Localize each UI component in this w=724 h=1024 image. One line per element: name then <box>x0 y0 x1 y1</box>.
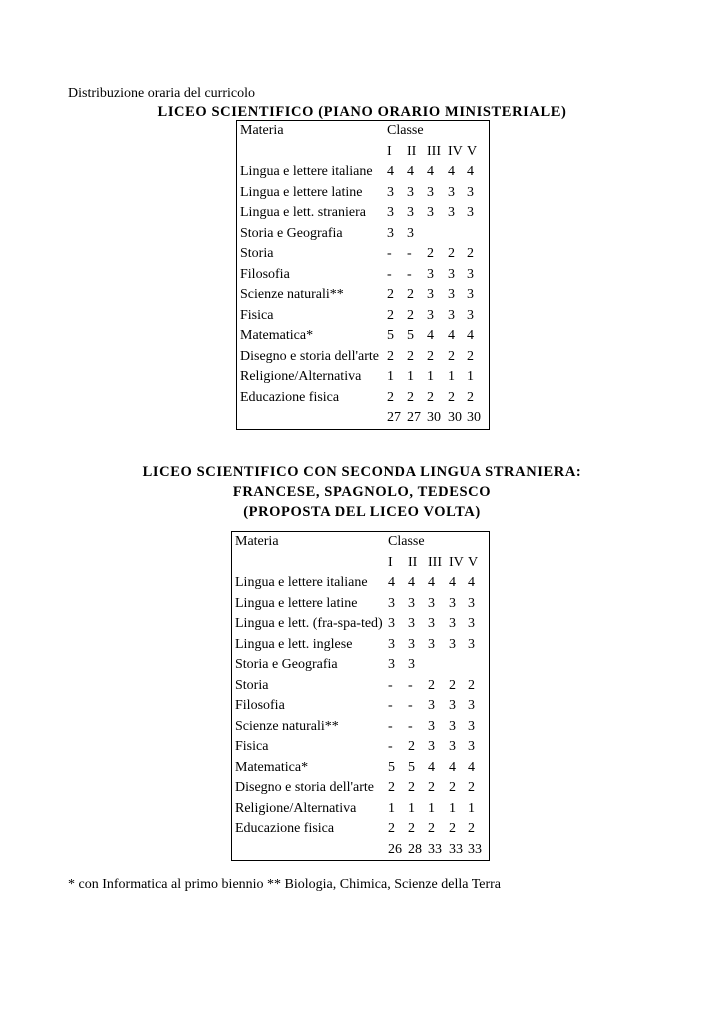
header-row <box>232 532 489 553</box>
hours-cell: - <box>388 677 393 693</box>
hours-cell: 3 <box>467 307 474 323</box>
table-row <box>237 183 489 204</box>
hours-cell: 4 <box>448 328 455 343</box>
hours-cell: 3 <box>468 718 475 734</box>
hours-cells <box>387 224 487 245</box>
hours-cell <box>449 655 468 676</box>
hours-cell: 3 <box>468 739 475 754</box>
empty-cell <box>237 142 387 163</box>
hours-cell: 3 <box>428 616 435 631</box>
hours-cells <box>387 162 487 183</box>
table-row <box>232 758 489 779</box>
class-numeral: II <box>408 554 418 570</box>
class-numerals-row <box>237 142 489 163</box>
table-row <box>232 778 489 799</box>
hours-cell: 2 <box>408 780 415 795</box>
subject-name: Educazione fisica <box>235 821 335 836</box>
hours-cell: 2 <box>468 821 475 836</box>
table-row <box>237 347 489 368</box>
subject-name: Educazione fisica <box>240 389 340 405</box>
table-row <box>237 203 489 224</box>
table-row <box>232 676 489 697</box>
table-row <box>232 737 489 758</box>
hours-cell: 2 <box>387 348 394 364</box>
hours-cell: 2 <box>428 821 435 836</box>
hours-cell: 4 <box>427 164 434 179</box>
hours-cell: 2 <box>407 348 414 364</box>
hours-cells <box>388 573 488 594</box>
hours-cell: 2 <box>468 780 475 795</box>
header-row <box>237 121 489 142</box>
column-header-classe: Classe <box>388 534 425 549</box>
hours-cell <box>448 224 467 245</box>
class-numeral: IV <box>449 554 464 570</box>
hours-cells <box>387 326 487 347</box>
subject-name: Storia <box>240 246 274 261</box>
total-cell: 33 <box>449 841 463 857</box>
subject-name: Lingua e lettere italiane <box>240 164 373 179</box>
totals-cells <box>388 840 488 861</box>
hours-cell: 3 <box>448 287 455 302</box>
hours-cells <box>388 758 488 779</box>
hours-cell: 3 <box>449 698 456 713</box>
hours-cell: 3 <box>449 718 456 734</box>
class-numeral: IV <box>448 143 463 159</box>
hours-cell: 3 <box>427 266 434 282</box>
empty-cell <box>237 408 387 429</box>
total-cell: 33 <box>468 841 482 857</box>
class-numerals <box>387 142 487 163</box>
hours-cell: 2 <box>387 307 394 323</box>
subject-name: Lingua e lettere latine <box>235 595 358 611</box>
hours-cell: 3 <box>467 287 474 302</box>
total-cell: 27 <box>387 410 401 425</box>
subject-name: Lingua e lettere italiane <box>235 575 368 590</box>
subject-name: Lingua e lettere latine <box>240 184 363 200</box>
hours-cells <box>388 655 488 676</box>
total-cell: 30 <box>448 410 462 425</box>
class-numeral: III <box>427 143 441 159</box>
hours-cells <box>387 347 487 368</box>
hours-cell: 4 <box>468 575 475 590</box>
hours-cell: 3 <box>408 657 415 672</box>
subject-name: Religione/Alternativa <box>235 800 357 816</box>
hours-cell: 3 <box>427 307 434 323</box>
hours-cell: - <box>388 698 393 713</box>
hours-cell: 3 <box>448 307 455 323</box>
hours-cell <box>428 655 449 676</box>
totals-row <box>232 840 489 861</box>
hours-cell: 2 <box>407 389 414 405</box>
subject-name: Lingua e lett. (fra-spa-ted) <box>235 616 383 631</box>
hours-cell: 3 <box>407 225 414 241</box>
empty-cell <box>232 553 388 574</box>
timetable-seconda-lingua <box>231 531 490 861</box>
hours-cell: 2 <box>387 389 394 405</box>
hours-cell: 4 <box>428 759 435 775</box>
table-row <box>232 799 489 820</box>
hours-cell: 3 <box>387 225 394 241</box>
hours-cell: 2 <box>449 780 456 795</box>
hours-cell: 1 <box>427 369 434 384</box>
subject-name: Storia e Geografia <box>240 225 343 241</box>
hours-cell: 3 <box>387 184 394 200</box>
hours-cell <box>467 224 487 245</box>
totals-cells <box>387 408 487 429</box>
table-row <box>237 367 489 388</box>
hours-cell: 3 <box>408 595 415 611</box>
subject-name: Fisica <box>240 307 274 323</box>
table-row <box>232 819 489 840</box>
hours-cell: - <box>388 739 393 754</box>
hours-cell: 2 <box>467 389 474 405</box>
table-row <box>232 696 489 717</box>
hours-cell: 4 <box>388 575 395 590</box>
hours-cells <box>387 183 487 204</box>
table-row <box>232 573 489 594</box>
hours-cell: 1 <box>408 800 415 816</box>
hours-cells <box>388 799 488 820</box>
hours-cells <box>388 778 488 799</box>
hours-cells <box>388 676 488 697</box>
hours-cell: 2 <box>467 246 474 261</box>
subject-name: Lingua e lett. straniera <box>240 205 366 220</box>
hours-cell: 2 <box>427 348 434 364</box>
hours-cells <box>388 614 488 635</box>
total-cell: 33 <box>428 841 442 857</box>
column-header-materia: Materia <box>235 534 279 549</box>
hours-cell: 4 <box>449 759 456 775</box>
title-seconda-lingua <box>0 462 724 522</box>
hours-cell: 3 <box>467 184 474 200</box>
class-numerals <box>388 553 488 574</box>
hours-cell: - <box>388 718 393 734</box>
totals-row <box>237 408 489 429</box>
hours-cell <box>427 224 448 245</box>
title-seconda-lingua-line2: FRANCESE, SPAGNOLO, TEDESCO <box>232 484 492 500</box>
subject-name: Filosofia <box>240 266 290 282</box>
hours-cell: 3 <box>468 636 475 652</box>
hours-cell: 1 <box>428 800 435 816</box>
title-seconda-lingua-line3: (PROPOSTA DEL LICEO VOLTA) <box>243 504 481 520</box>
hours-cell: 2 <box>448 246 455 261</box>
table-row <box>232 594 489 615</box>
class-numeral: I <box>387 143 392 159</box>
hours-cell: 3 <box>428 698 435 713</box>
subject-name: Lingua e lett. inglese <box>235 636 353 652</box>
hours-cells <box>388 737 488 758</box>
timetable-ministeriale <box>236 120 490 430</box>
hours-cells <box>388 717 488 738</box>
total-cell: 26 <box>388 841 402 857</box>
column-header-materia: Materia <box>240 123 284 138</box>
hours-cell: 4 <box>448 164 455 179</box>
hours-cell: 3 <box>467 266 474 282</box>
title-seconda-lingua-line1: LICEO SCIENTIFICO CON SECONDA LINGUA STRANIERA: <box>142 464 582 480</box>
title-ministeriale: LICEO SCIENTIFICO (PIANO ORARIO MINISTERIALE) <box>157 104 567 120</box>
hours-cell: 3 <box>388 595 395 611</box>
table-row <box>237 285 489 306</box>
class-numeral: V <box>467 143 478 159</box>
table-row <box>232 635 489 656</box>
table-row <box>237 306 489 327</box>
hours-cell: 3 <box>448 266 455 282</box>
hours-cell: 4 <box>407 164 414 179</box>
table-row <box>237 265 489 286</box>
table-row <box>232 614 489 635</box>
hours-cell: 3 <box>427 287 434 302</box>
total-cell: 27 <box>407 410 421 425</box>
hours-cell: 2 <box>427 246 434 261</box>
hours-cell: 2 <box>427 389 434 405</box>
subject-name: Filosofia <box>235 698 285 713</box>
hours-cells <box>388 819 488 840</box>
hours-cell: 5 <box>408 759 415 775</box>
table-row <box>237 244 489 265</box>
hours-cells <box>387 285 487 306</box>
hours-cell: 5 <box>407 328 414 343</box>
hours-cell: 3 <box>468 698 475 713</box>
hours-cell: 5 <box>387 328 394 343</box>
hours-cell: 3 <box>428 595 435 611</box>
hours-cell: 2 <box>408 739 415 754</box>
hours-cell: 3 <box>388 657 395 672</box>
hours-cell: 2 <box>449 677 456 693</box>
hours-cell: 3 <box>448 184 455 200</box>
hours-cell: 1 <box>468 800 475 816</box>
hours-cell: 2 <box>388 780 395 795</box>
hours-cell: 1 <box>449 800 456 816</box>
hours-cell: 1 <box>448 369 455 384</box>
hours-cell: 2 <box>428 780 435 795</box>
subject-name: Religione/Alternativa <box>240 369 362 384</box>
total-cell: 30 <box>467 410 481 425</box>
subject-name: Storia e Geografia <box>235 657 338 672</box>
hours-cells <box>387 367 487 388</box>
hours-cell <box>468 655 488 676</box>
hours-cell: - <box>407 266 412 282</box>
hours-cell: 2 <box>387 287 394 302</box>
hours-cell: 2 <box>449 821 456 836</box>
hours-cell: 3 <box>449 616 456 631</box>
hours-cell: 1 <box>387 369 394 384</box>
subject-name: Matematica* <box>235 759 309 775</box>
hours-cell: 4 <box>467 164 474 179</box>
hours-cell: 2 <box>468 677 475 693</box>
hours-cell: 2 <box>428 677 435 693</box>
intro-text: Distribuzione oraria del curricolo <box>68 86 255 101</box>
hours-cell: 3 <box>407 184 414 200</box>
class-numeral: II <box>407 143 417 159</box>
hours-cell: 4 <box>468 759 475 775</box>
hours-cell: 3 <box>408 616 415 631</box>
hours-cell: 4 <box>428 575 435 590</box>
hours-cells <box>388 635 488 656</box>
hours-cell: 1 <box>407 369 414 384</box>
hours-cell: 3 <box>468 616 475 631</box>
column-header-classe: Classe <box>387 123 424 138</box>
subject-name: Matematica* <box>240 328 314 343</box>
hours-cell: 3 <box>449 636 456 652</box>
table-row <box>232 717 489 738</box>
hours-cell: 4 <box>427 328 434 343</box>
hours-cell: 4 <box>467 328 474 343</box>
class-numerals-row <box>232 553 489 574</box>
hours-cell: - <box>387 246 392 261</box>
hours-cell: 4 <box>408 575 415 590</box>
empty-cell <box>232 840 388 861</box>
table-row <box>237 326 489 347</box>
hours-cell: - <box>408 698 413 713</box>
subject-name: Scienze naturali** <box>235 718 339 734</box>
subject-name: Disegno e storia dell'arte <box>240 348 379 364</box>
hours-cell: 3 <box>428 739 435 754</box>
hours-cell: 2 <box>448 389 455 405</box>
hours-cells <box>387 244 487 265</box>
class-numeral: I <box>388 554 393 570</box>
hours-cell: 3 <box>467 205 474 220</box>
hours-cell: 2 <box>408 821 415 836</box>
subject-name: Storia <box>235 677 269 693</box>
table-row <box>237 224 489 245</box>
hours-cells <box>387 265 487 286</box>
hours-cells <box>388 696 488 717</box>
hours-cell: 4 <box>449 575 456 590</box>
hours-cell: - <box>408 677 413 693</box>
hours-cell: 3 <box>449 595 456 611</box>
hours-cell: 5 <box>388 759 395 775</box>
hours-cell: 3 <box>388 636 395 652</box>
subject-name: Disegno e storia dell'arte <box>235 780 374 795</box>
hours-cell: 3 <box>428 718 435 734</box>
hours-cell: 3 <box>407 205 414 220</box>
hours-cells <box>388 594 488 615</box>
hours-cell: - <box>408 718 413 734</box>
hours-cell: 3 <box>388 616 395 631</box>
hours-cell: 3 <box>449 739 456 754</box>
hours-cells <box>387 203 487 224</box>
hours-cell: - <box>407 246 412 261</box>
class-numeral: V <box>468 554 479 570</box>
total-cell: 30 <box>427 410 441 425</box>
hours-cell: 2 <box>407 307 414 323</box>
hours-cell: 3 <box>468 595 475 611</box>
hours-cell: 3 <box>427 205 434 220</box>
hours-cell: 3 <box>448 205 455 220</box>
hours-cell: 2 <box>388 821 395 836</box>
hours-cell: 1 <box>467 369 474 384</box>
table-row <box>237 162 489 183</box>
hours-cell: 3 <box>387 205 394 220</box>
hours-cell: 3 <box>427 184 434 200</box>
hours-cells <box>387 388 487 409</box>
hours-cell: - <box>387 266 392 282</box>
table-row <box>237 388 489 409</box>
table-row <box>232 655 489 676</box>
hours-cell: 3 <box>428 636 435 652</box>
total-cell: 28 <box>408 841 422 857</box>
subject-name: Fisica <box>235 739 269 754</box>
hours-cell: 2 <box>448 348 455 364</box>
hours-cell: 2 <box>467 348 474 364</box>
hours-cell: 4 <box>387 164 394 179</box>
hours-cell: 3 <box>408 636 415 652</box>
class-numeral: III <box>428 554 442 570</box>
hours-cell: 2 <box>407 287 414 302</box>
hours-cells <box>387 306 487 327</box>
footnote: * con Informatica al primo biennio ** Biologia, Chimica, Scienze della Terra <box>68 877 502 892</box>
subject-name: Scienze naturali** <box>240 287 344 302</box>
hours-cell: 1 <box>388 800 395 816</box>
